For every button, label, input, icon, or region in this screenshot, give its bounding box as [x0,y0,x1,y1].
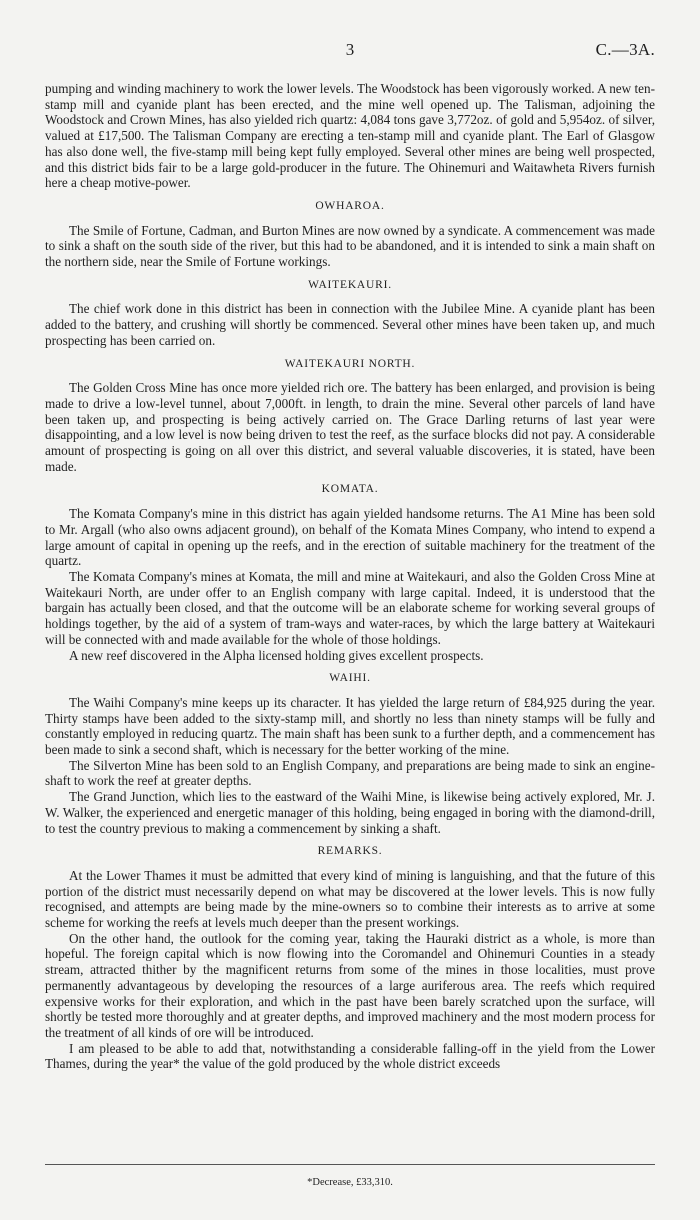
paragraph: The Golden Cross Mine has once more yielded rich ore. The battery has been enlarged, and provision is being made to drive a low-level tunnel, about 7,000ft. in length, to drain the mine. Several other parcels of land have been taken up, and prospecting is being actively carried on. The Grace Darling returns of last year were disappointing, and a low level is now being driven to test the reef, as the surface blocks did not pay. A considerable amount of prospecting is going on all over this district, and several valuable discoveries, it is stated, have been made. [45,380,655,474]
section-heading-remarks: REMARKS. [317,845,383,858]
paragraph: On the other hand, the outlook for the coming year, taking the Hauraki district as a whole, is more than hopeful. The foreign capital which is now flowing into the Coromandel and Ohinemuri Counties in a steady stream, attracted thither by the magnificent returns from some of the mines in those localities, must prove permanently advantageous by developing the resources of a large auriferous area. The reefs which required expensive works for their exploration, and which in the past have been barely scratched upon the surface, will shortly be tested more thoroughly and at greater depths, and improved machinery and the most modern process for the treatment of all kinds of ore will be introduced. [45,930,655,1040]
paragraph: The Silverton Mine has been sold to an English Company, and preparations are being made to sink an engine-shaft to work the reef at greater depths. [45,757,655,789]
paragraph: The Komata Company's mine in this district has again yielded handsome returns. The A1 Mine has been sold to Mr. Argall (who also owns adjacent ground), on behalf of the Komata Mines Company, who intend to expend a large amount of capital in opening up the reefs, and in the erection of suitable machinery for the treatment of the quartz. [45,506,655,569]
paragraph: pumping and winding machinery to work the lower levels. The Woodstock has been vigorously worked. A new ten-stamp mill and cyanide plant has been erected, and the mine well opened up. The Talisman, adjoining the Woodstock and Crown Mines, has also yielded rich quartz: 4,084 tons gave 3,772oz. of gold and 5,954oz. of silver, valued at £17,500. The Talisman Company are erecting a ten-stamp mill and cyanide plant. The Earl of Glasgow has also done well, the five-stamp mill being kept fully employed. Several other mines are being well prospected, and this district bids fair to be a large gold-producer in the future. The Ohinemuri and Waitawheta Rivers furnish here a cheap motive-power. [45,81,655,191]
paragraph: At the Lower Thames it must be admitted that every kind of mining is languishing, and that the future of this portion of the district must necessarily depend on what may be discovered at the lower levels. This is now fully recognised, and attempts are being made by the mine-owners so to combine their interests as to arrive at some scheme for working the reefs at levels much deeper than the present workings. [45,867,655,931]
paragraph: The Waihi Company's mine keeps up its character. It has yielded the large return of £84,925 during the year. Thirty stamps have been added to the sixty-stamp mill, and shortly no less than ninety stamps will be fully and constantly employed in reducing quartz. The main shaft has been sunk to a further depth, and a commencement has been made to sink a second shaft, which is necessary for the better working of the mine. [45,694,655,758]
section-heading-owharoa: OWHAROA. [315,199,385,212]
section-heading-waihi: WAIHI. [329,672,371,685]
section-heading-waitekauri: WAITEKAURI. [308,278,392,291]
paragraph: The Komata Company's mines at Komata, the mill and mine at Waitekauri, and also the Golden Cross Mine at Waitekauri North, are under offer to an English company with large capital. Indeed, it is understood that the bargain has actually been closed, and that the outcome will be an elaborate scheme for working several groups of holdings together, by the aid of a system of tram-ways and water-races, by which the large battery at Waitekauri will be connected with and made available for the whole of those holdings. [45,568,655,647]
paragraph: The chief work done in this district has been in connection with the Jubilee Mine. A cyanide plant has been added to the battery, and crushing will shortly be commenced. Several other mines have been taken up, and much prospecting has been carried on. [45,301,655,348]
page-number: 3 [345,40,355,59]
footnote: *Decrease, £33,310. [307,1177,393,1188]
footnote-divider [45,1164,655,1165]
section-heading-komata: KOMATA. [321,483,379,496]
paragraph: The Smile of Fortune, Cadman, and Burton Mines are now owned by a syndicate. A commencement was made to sink a shaft on the south side of the river, but this had to be abandoned, and it is intended to sink a main shaft on the northern side, near the Smile of Fortune workings. [45,222,655,270]
document-body [45,81,655,1072]
paragraph: A new reef discovered in the Alpha licensed holding gives excellent prospects. [69,647,484,663]
paragraph: I am pleased to be able to add that, notwithstanding a considerable falling-off in the yield from the Lower Thames, during the year* the value of the gold produced by the whole district exceeds [45,1040,655,1072]
document-reference: C.—3A. [595,40,655,59]
section-heading-waitekauri-north: WAITEKAURI NORTH. [284,357,416,370]
paragraph: The Grand Junction, which lies to the eastward of the Waihi Mine, is likewise being actively explored, Mr. J. W. Walker, the experienced and energetic manager of this holding, being engaged in boring with the diamond-drill, to test the country previous to making a commencement by sinking a shaft. [45,789,655,836]
page-header [45,40,655,64]
